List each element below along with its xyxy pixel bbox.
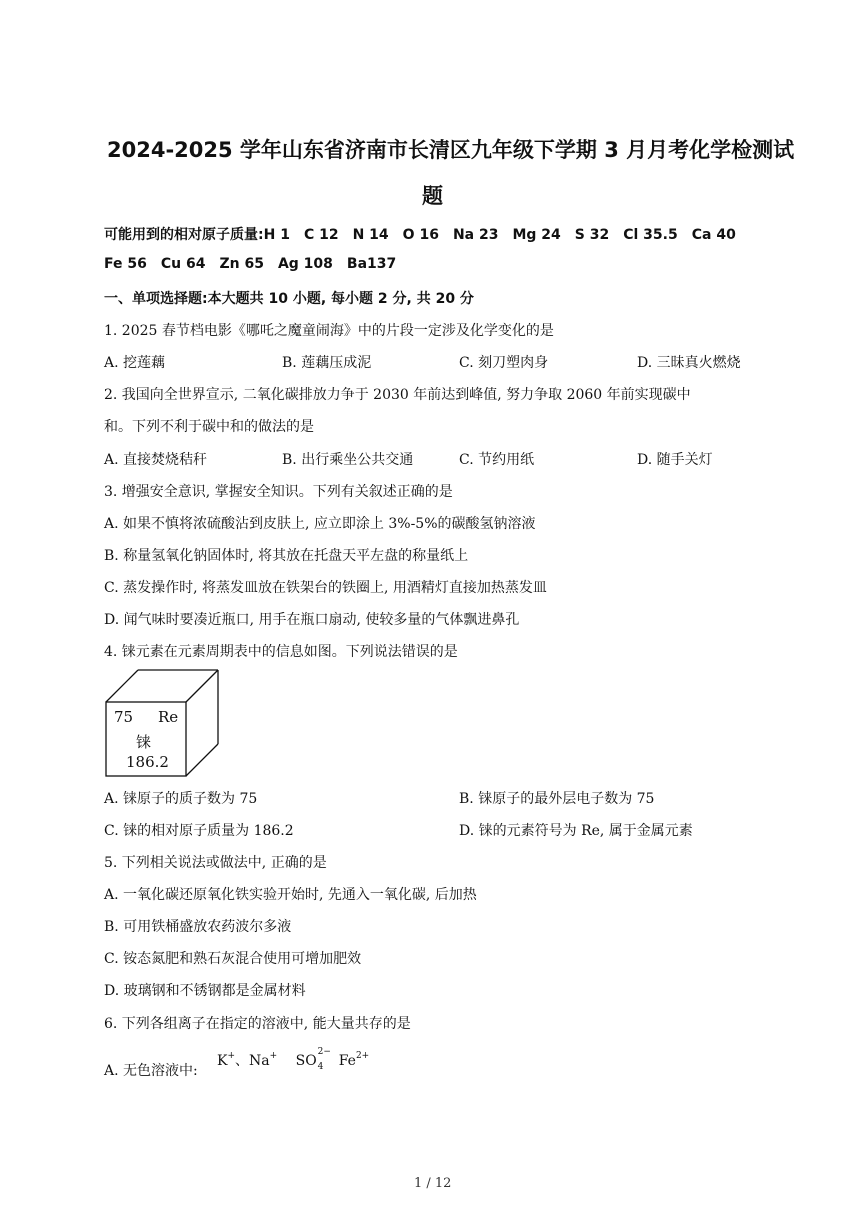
q2-option-d: D. 随手关灯 [637,452,713,468]
q2-option-b: B. 出行乘坐公共交通 [282,452,414,468]
ion-sulfate [295,1047,331,1072]
mass-ca: Ca 40 [691,227,736,243]
mass-cu: Cu 64 [160,256,206,272]
document-title-line2: 题 [422,184,443,208]
mass-cl: Cl 35.5 [623,227,678,243]
q5-option-a: A. 一氧化碳还原氧化铁实验开始时, 先通入一氧化碳, 后加热 [104,887,477,903]
q3-option-c: C. 蒸发操作时, 将蒸发皿放在铁架台的铁圈上, 用酒精灯直接加热蒸发皿 [104,580,547,596]
question-3-stem: 3. 增强安全意识, 掌握安全知识。下列有关叙述正确的是 [104,484,453,500]
mass-na: Na 23 [452,227,499,243]
q2-option-a: A. 直接焚烧秸秆 [104,452,208,468]
q4-option-c: C. 铼的相对原子质量为 186.2 [104,823,294,839]
q6-option-a-ions [217,1047,370,1072]
q5-option-c: C. 铵态氮肥和熟石灰混合使用可增加肥效 [104,951,362,967]
q3-option-d: D. 闻气味时要凑近瓶口, 用手在瓶口扇动, 使较多量的气体飘进鼻孔 [104,612,520,628]
ion-separator: 、 [235,1053,250,1069]
question-1-stem: 1. 2025 春节档电影《哪吒之魔童闹海》中的片段一定涉及化学变化的是 [104,323,554,339]
atomic-mass-line2 [104,256,410,272]
mass-fe: Fe 56 [104,256,147,272]
document-title-line1: 2024-2025 学年山东省济南市长清区九年级下学期 3 月月考化学检测试 [107,138,795,162]
question-2-stem-line2: 和。下列不利于碳中和的做法的是 [104,419,314,435]
ion-sulfate-formula: SO [295,1053,317,1069]
ion-na: Na [249,1053,270,1069]
q1-option-a: A. 挖莲藕 [104,355,166,371]
element-number: 75 [114,708,134,726]
element-name: 铼 [136,733,152,751]
question-4-stem: 4. 铼元素在元素周期表中的信息如图。下列说法错误的是 [104,644,458,660]
mass-o: O 16 [402,227,439,243]
ion-fe-charge: 2+ [355,1051,370,1061]
ion-sulfate-charge: 2− [317,1047,331,1057]
mass-ba: Ba137 [346,256,397,272]
atomic-mass-label: 可能用到的相对原子质量: [104,227,264,243]
mass-n: N 14 [352,227,389,243]
ion-k-charge: + [227,1051,236,1061]
q3-option-b: B. 称量氢氧化钠固体时, 将其放在托盘天平左盘的称量纸上 [104,548,469,564]
mass-mg: Mg 24 [512,227,561,243]
section-heading: 一、单项选择题:本大题共 10 小题, 每小题 2 分, 共 20 分 [104,291,474,307]
ion-sulfate-subscript: 4 [317,1062,324,1072]
q5-option-b: B. 可用铁桶盛放农药波尔多液 [104,919,292,935]
mass-s: S 32 [574,227,610,243]
ion-k: K [217,1053,228,1069]
q1-option-b: B. 莲藕压成泥 [282,355,372,371]
question-2-stem-line1: 2. 我国向全世界宣示, 二氧化碳排放力争于 2030 年前达到峰值, 努力争取 2060 年前实现碳中 [104,387,691,403]
question-5-stem: 5. 下列相关说法或做法中, 正确的是 [104,855,327,871]
mass-c: C 12 [303,227,339,243]
mass-h: H 1 [263,227,290,243]
atomic-mass-line1 [104,224,750,244]
page-number: 1 / 12 [414,1176,452,1191]
q4-option-b: B. 铼原子的最外层电子数为 75 [459,791,655,807]
q1-option-c: C. 刻刀塑肉身 [459,355,549,371]
q2-option-c: C. 节约用纸 [459,452,535,468]
element-symbol: Re [158,708,179,726]
q4-option-d: D. 铼的元素符号为 Re, 属于金属元素 [459,823,693,839]
element-mass: 186.2 [126,753,169,771]
question-6-stem: 6. 下列各组离子在指定的溶液中, 能大量共存的是 [104,1016,411,1032]
q1-option-d: D. 三昧真火燃烧 [637,355,741,371]
q3-option-a: A. 如果不慎将浓硫酸沾到皮肤上, 应立即涂上 3%-5%的碳酸氢钠溶液 [104,516,536,532]
ion-fe: Fe [338,1053,356,1069]
mass-ag: Ag 108 [277,256,333,272]
q5-option-d: D. 玻璃钢和不锈钢都是金属材料 [104,983,306,999]
ion-na-charge: + [269,1051,278,1061]
q6-option-a-prefix: A. 无色溶液中: [104,1063,198,1079]
q4-option-a: A. 铼原子的质子数为 75 [104,791,258,807]
element-cube-figure [104,668,224,780]
mass-zn: Zn 65 [219,256,264,272]
